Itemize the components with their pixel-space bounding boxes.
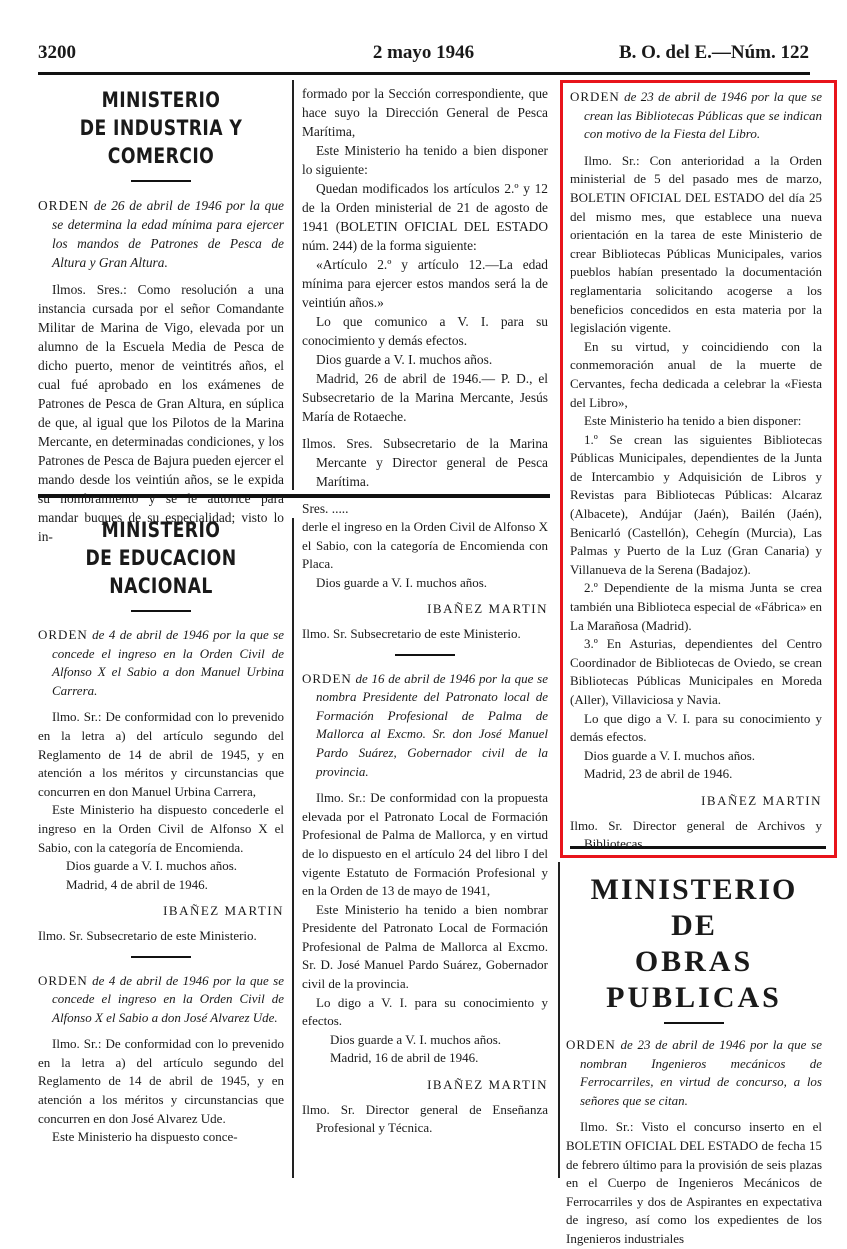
column-divider: [292, 518, 294, 1178]
order-label: ORDEN: [570, 89, 620, 104]
column-divider: [558, 862, 560, 1178]
column-1-lower: [38, 516, 284, 1147]
signature: IBAÑEZ MARTIN: [427, 1077, 548, 1093]
short-rule: [395, 654, 455, 656]
column-2-lower: [302, 518, 548, 1138]
ministry-heading-line: OBRAS PUBLICAS: [606, 945, 782, 1014]
ministry-heading: [60, 516, 262, 600]
addressee: [302, 1101, 548, 1138]
short-rule: [131, 956, 191, 958]
addressee-text: Ilmo. Sr. Director general de Archivos y Bibliotecas.: [570, 817, 822, 852]
addressee: [302, 434, 548, 491]
paragraph: 2.º Dependiente de la misma Junta se crea también una Biblioteca especial de «Fábrica» en La Marañosa (Madrid).: [570, 580, 822, 633]
order-title: [38, 626, 284, 700]
order-title: [570, 88, 822, 144]
paragraph: Madrid, 16 de abril de 1946.: [330, 1050, 479, 1066]
signature: IBAÑEZ MARTIN: [427, 601, 548, 617]
addressee-text: Ilmo. Sr. Subsecretario de este Ministerio.: [38, 927, 257, 943]
paragraph: Ilmo. Sr.: Visto el concurso inserto en el BOLETIN OFICIAL DEL ESTADO de fecha 15 de febrero último para la provisión de seis plazas en el Cuerpo de Ingenieros Mecánicos de Ferrocarriles y dos de Aspirantes en expectativa de ingreso, así como los expedientes de los Ingenieros industriales: [566, 1119, 822, 1246]
ministry-heading: [566, 872, 822, 1016]
paragraph: Este Ministerio ha dispuesto concederle el ingreso en la Orden Civil de Alfonso X el Sabio, con la categoría de Encomienda.: [38, 802, 284, 855]
paragraph: Este Ministerio ha tenido a bien disponer:: [584, 413, 802, 429]
issue-date: 2 mayo 1946: [372, 42, 475, 63]
addressee: [38, 927, 284, 946]
addressee-text: Ilmo. Sr. Director general de Enseñanza Profesional y Técnica.: [302, 1101, 548, 1136]
order-label: ORDEN: [302, 670, 352, 686]
paragraph: 1.º Se crean las siguientes Bibliotecas Públicas Municipales, dependientes de la Junta de Intercambio y Adquisición de Libros y Revistas para Bibliotecas Públicas: Alcaraz (Albacete), Andújar (Jaén), Bailén (Jaén), Benicarló (Castellón), Cehegín (Murcia), Las Palmas y Puerto de la Luz (Gran Canaria) y Villanueva de la Serena (Badajoz).: [570, 431, 822, 577]
addressee: [302, 625, 548, 644]
paragraph: 3.º En Asturias, dependientes del Centro Coordinador de Bibliotecas de Oviedo, se crean Bibliotecas Públicas Municipales en Moreda (Aller), Villaviciosa y Navia.: [570, 636, 822, 707]
signature: IBAÑEZ MARTIN: [163, 903, 284, 919]
paragraph: Lo que comunico a V. I. para su conocimiento y demás efectos.: [302, 314, 548, 348]
paragraph: Lo digo a V. I. para su conocimiento y efectos.: [302, 994, 548, 1029]
paragraph: Madrid, 26 de abril de 1946.— P. D., el Subsecretario de la Marina Mercante, Jesús María de Rotaeche.: [302, 371, 548, 424]
order-title: [302, 670, 548, 782]
paragraph: Dios guarde a V. I. muchos años.: [584, 747, 756, 763]
order-summary: de 23 de abril de 1946 por la que se crean las Bibliotecas Públicas que se indican con motivo de la Fiesta del Libro.: [584, 89, 822, 142]
short-rule: [664, 1022, 724, 1024]
paragraph: derle el ingreso en la Orden Civil de Alfonso X el Sabio, con la categoría de Encomienda con Placa.: [302, 519, 548, 572]
order-summary: de 26 de abril de 1946 por la que se determina la edad mínima para ejercer los mandos de Patrones de Pesca de Altura y Gran Altura.: [52, 198, 284, 270]
paragraph: Ilmo. Sr.: Con anterioridad a la Orden ministerial de 5 del pasado mes de marzo, BOLETIN OFICIAL DEL ESTADO del día 25 del mismo mes, que establece una nueva orientación en la tarea de este Ministerio de crear Bibliotecas Públicas Municipales, varios pueblos habían presentado la documentación reglamentaria solicitando acogerse a los beneficios concedidos en esta materia por la legislación vigente.: [570, 152, 822, 336]
ministry-heading-line: DE INDUSTRIA Y COMERCIO: [79, 116, 243, 168]
paragraph: formado por la Sección correspondiente, que hace suyo la Dirección General de Pesca Marítima,: [302, 86, 548, 139]
ministry-heading-line: MINISTERIO DE: [590, 873, 798, 942]
ministry-heading: [60, 86, 262, 170]
order-summary: de 23 de abril de 1946 por la que se nombran Ingenieros mecánicos de Ferrocarriles, en virtud de concurso, a los señores que se citan.: [580, 1037, 822, 1108]
order-title: [38, 196, 284, 272]
paragraph: Dios guarde a V. I. muchos años.: [330, 1031, 502, 1047]
paragraph: Dios guarde a V. I. muchos años.: [316, 574, 488, 590]
ministry-heading-line: MINISTERIO: [101, 88, 221, 112]
addressee-text: Ilmos. Sres. Subsecretario de la Marina Mercante y Director general de Pesca Marítima.: [302, 436, 548, 489]
paragraph: Dios guarde a V. I. muchos años.: [316, 352, 493, 367]
paragraph: Este Ministerio ha dispuesto conce-: [52, 1129, 238, 1145]
short-rule: [131, 180, 191, 182]
signature: IBAÑEZ MARTIN: [701, 792, 822, 808]
ministry-heading-line: MINISTERIO: [101, 518, 221, 542]
publication-number: B. O. del E.—Núm. 122: [618, 42, 809, 63]
ministry-heading-line: DE EDUCACION NACIONAL: [85, 546, 237, 598]
paragraph: Dios guarde a V. I. muchos años.: [66, 858, 238, 874]
order-title: [38, 972, 284, 1028]
paragraph: Ilmos. Sres.: Como resolución a una instancia cursada por el señor Comandante Militar de Marina de Vigo, elevada por un alumno de la Escuela Media de Pesca de dicho puerto, menor de veintitrés años, el cual fué aprobado en los exámenes de Patrones de Pesca de Gran Altura, en súplica de que, al igual que los Pilotos de la Marina Mercante, en determinadas condiciones, y los Patrones de Pesca de Bajura pueden ejercer el mando desde los veintiún años, se le expida su nombramiento y se le autorice para mandar buques de su especialidad; visto lo in-: [38, 282, 284, 544]
paragraph: Madrid, 4 de abril de 1946.: [66, 876, 208, 892]
paragraph: Ilmo. Sr.: De conformidad con lo prevenido en la letra a) del artículo segundo del Reglamento de 14 de abril de 1945, y en atención a los méritos y circunstancias que concurren en don Manuel Urbina Carrera,: [38, 709, 284, 799]
order-label: ORDEN: [38, 627, 88, 642]
paragraph: Este Ministerio ha tenido a bien disponer lo siguiente:: [302, 143, 548, 177]
paragraph: Madrid, 23 de abril de 1946.: [584, 766, 733, 782]
order-summary: de 4 de abril de 1946 por la que se concede el ingreso en la Orden Civil de Alfonso X el Sabio a don José Alvarez Ude.: [52, 972, 284, 1025]
order-title: [566, 1036, 822, 1110]
paragraph: «Artículo 2.º y artículo 12.—La edad mínima para ejercer estos mandos será la de veintiún años.»: [302, 257, 548, 310]
column-divider: [292, 80, 294, 490]
column-3-upper: [570, 88, 822, 854]
header-rule: [38, 72, 810, 75]
paragraph: Este Ministerio ha tenido a bien nombrar Presidente del Patronato Local de Formación Profesional de Palma de Mallorca al Excmo. Sr. D. José Manuel Pardo Suárez, Gobernador civil de la provincia.: [302, 901, 548, 992]
paragraph: Ilmo. Sr.: De conformidad con la propuesta elevada por el Patronato Local de Formación Profesional de Palma de Mallorca, y en virtud de lo dispuesto en el artículo 24 del libro I del vigente Estatuto de Formación Profesional y en la Orden de 13 de mayo de 1941,: [302, 790, 548, 899]
column-2-upper: [302, 84, 548, 518]
order-summary: de 16 de abril de 1946 por la que se nombra Presidente del Patronato local de Formación Profesional de Palma de Mallorca al Excmo. Sr. don José Manuel Pardo Suárez, Gobernador civil de la provincia.: [316, 670, 548, 779]
addressee-text: Ilmo. Sr. Subsecretario de este Ministerio.: [302, 625, 521, 641]
paragraph: Lo que digo a V. I. para su conocimiento y demás efectos.: [570, 710, 822, 745]
paragraph: Ilmo. Sr.: De conformidad con lo prevenido en la letra a) del artículo segundo del Reglamento de 14 de abril de 1945, y en atención a los méritos y circunstancias que concurren en don José Alvarez Ude.: [38, 1036, 284, 1126]
order-label: ORDEN: [38, 972, 88, 988]
column-1-upper: [38, 86, 284, 546]
page-header: [38, 42, 809, 66]
addressee: [570, 817, 822, 854]
page-number: 3200: [38, 42, 76, 63]
column-3-lower: [566, 872, 822, 1249]
order-label: ORDEN: [566, 1037, 616, 1052]
short-rule: [131, 610, 191, 612]
paragraph: Sres. .....: [302, 501, 349, 516]
paragraph: Quedan modificados los artículos 2.º y 12 de la Orden ministerial de 21 de agosto de 1941 (BOLETIN OFICIAL DEL ESTADO núm. 244) de la forma siguiente:: [302, 181, 548, 253]
paragraph: En su virtud, y coincidiendo con la conmemoración anual de la muerte de Cervantes, fecha dedicada a celebrar la «Fiesta del Libro»,: [570, 338, 822, 410]
order-summary: de 4 de abril de 1946 por la que se concede el ingreso en la Orden Civil de Alfonso X el Sabio a don Manuel Urbina Carrera.: [52, 627, 284, 698]
order-label: ORDEN: [38, 198, 90, 213]
